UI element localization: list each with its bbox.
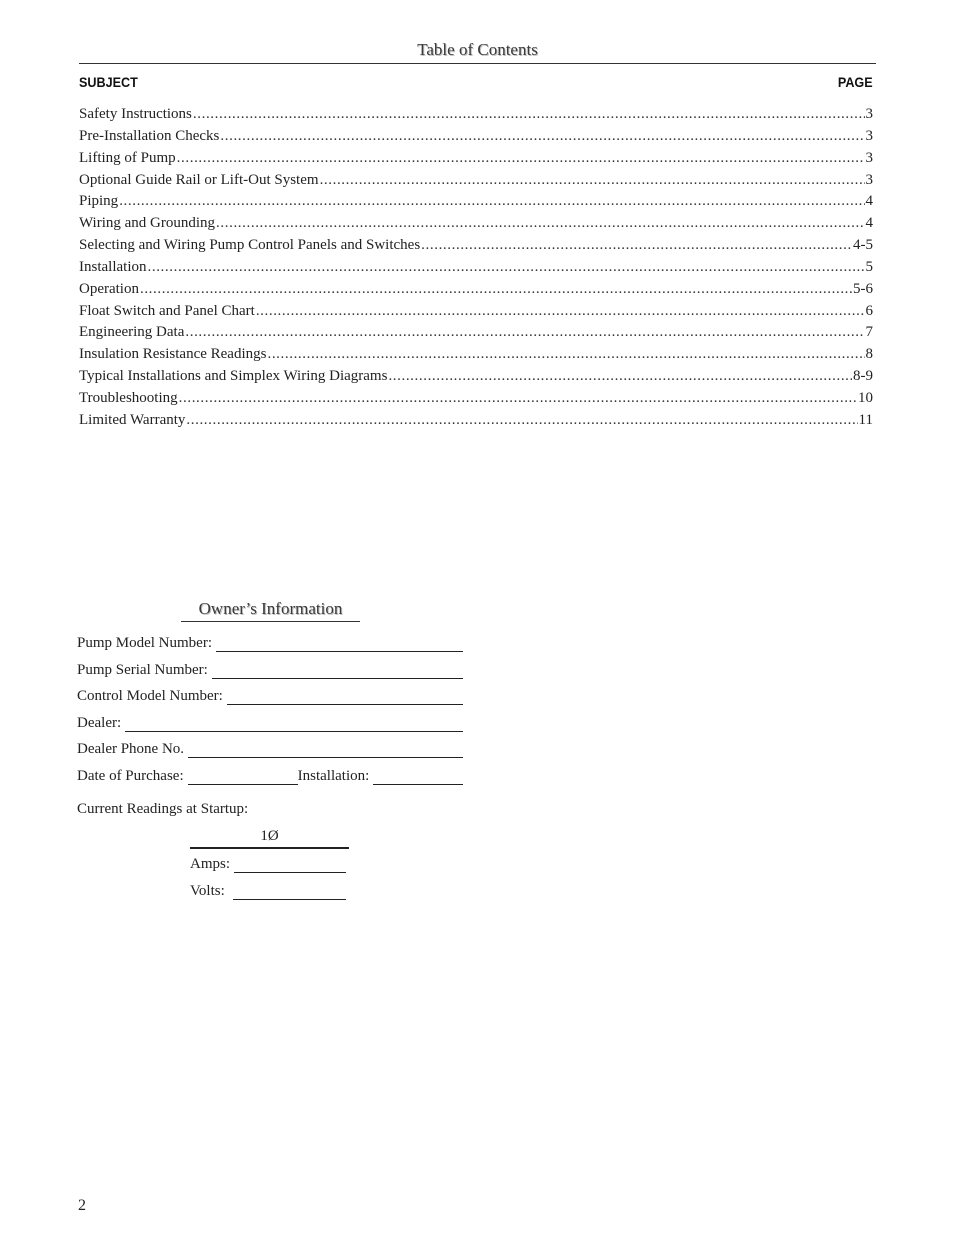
toc-entry-page: 6 [865,302,873,319]
single-phase-header: 1Ø [190,828,349,849]
control-model-label: Control Model Number: [77,688,223,704]
toc-entry[interactable] [79,257,873,279]
toc-entry-page: 8 [865,346,873,363]
toc-entry-page: 5 [865,258,873,275]
toc-entry-label: Float Switch and Panel Chart [79,302,255,319]
toc-entry-label: Selecting and Wiring Pump Control Panels and Switches [79,237,421,254]
volts-field[interactable] [190,878,346,900]
toc-entry-page: 3 [865,106,873,122]
toc-entry-page: 3 [865,171,873,188]
toc-title-rule [79,63,876,64]
toc-entry-page: 10 [858,389,873,406]
toc-entry-leader [193,104,865,126]
toc-entry[interactable] [79,322,873,344]
toc-entry-label: Typical Installations and Simplex Wiring Diagrams [79,368,388,385]
pump-model-label: Pump Model Number: [77,635,212,651]
toc-entry-leader [185,322,864,344]
dealer-phone-line[interactable] [188,744,463,758]
toc-entry[interactable] [79,213,873,235]
toc-entry-leader [388,366,852,388]
toc-entry-leader [267,344,864,366]
owner-info-title-rule [181,621,360,622]
toc-entry-label: Installation [79,258,147,275]
date-of-purchase-line[interactable] [188,771,298,785]
toc-entry[interactable] [79,410,873,432]
toc-entry-label: Troubleshooting [79,389,178,406]
toc-entry-label: Insulation Resistance Readings [79,346,267,363]
toc-entry-label: Lifting of Pump [79,149,176,166]
toc-entry-label: Engineering Data [79,324,185,341]
dealer-field[interactable] [77,710,463,732]
pump-serial-field[interactable] [77,657,463,679]
toc-entry-leader [216,213,864,235]
installation-line[interactable] [373,771,463,785]
toc-entry-leader [320,170,865,192]
toc-entry-leader [177,148,865,170]
toc-entry-page: 7 [865,324,873,341]
toc-entry[interactable] [79,301,873,323]
toc-entry-label: Operation [79,280,139,297]
volts-line[interactable] [233,886,346,900]
toc-entry[interactable] [79,279,873,301]
pump-model-field[interactable] [77,630,463,652]
toc-title: Table of Contents [417,40,538,59]
toc-entry-page: 3 [865,149,873,166]
toc-entry[interactable] [79,344,873,366]
toc-list [79,104,873,432]
toc-entry-label: Safety Instructions [79,106,192,122]
owner-info-title: Owner’s Information [198,599,343,618]
date-of-purchase-label: Date of Purchase: [77,768,184,784]
control-model-line[interactable] [227,691,463,705]
dealer-line[interactable] [125,718,463,732]
toc-entry-leader [119,191,864,213]
current-readings-label: Current Readings at Startup: [77,801,249,817]
toc-entry[interactable] [79,170,873,192]
toc-entry-page: 4-5 [853,237,873,254]
installation-label: Installation: [297,768,370,784]
toc-entry-label: Wiring and Grounding [79,215,216,232]
toc-entry-leader [140,279,852,301]
toc-entry-label: Optional Guide Rail or Lift-Out System [79,171,319,188]
toc-entry-page: 4 [865,215,873,232]
control-model-field[interactable] [77,683,463,705]
amps-label: Amps: [190,856,231,872]
toc-entry-page: 4 [865,193,873,210]
toc-entry-label: Limited Warranty [79,411,186,428]
pump-model-line[interactable] [216,638,463,652]
amps-line[interactable] [234,859,346,873]
toc-entry[interactable] [79,191,873,213]
toc-entry[interactable] [79,148,873,170]
purchase-installation-field[interactable] [77,763,463,785]
dealer-label: Dealer: [77,715,122,731]
toc-entry[interactable] [79,126,873,148]
toc-entry-leader [220,126,864,148]
toc-entry-leader [421,235,852,257]
volts-label: Volts: [190,883,225,899]
subject-column-header: SUBJECT [79,74,138,90]
toc-entry-label: Piping [79,193,119,210]
toc-entry-page: 8-9 [853,368,873,385]
toc-entry-leader [256,301,865,323]
dealer-phone-label: Dealer Phone No. [77,741,185,757]
toc-entry-leader [148,257,865,279]
toc-entry-leader [179,388,857,410]
toc-entry[interactable] [79,104,873,126]
toc-entry[interactable] [79,366,873,388]
toc-entry[interactable] [79,388,873,410]
page-number: 2 [78,1197,86,1214]
toc-entry-page: 5-6 [853,280,873,297]
toc-entry-label: Pre-Installation Checks [79,127,220,144]
toc-entry[interactable] [79,235,873,257]
page-column-header: PAGE [838,74,873,90]
pump-serial-label: Pump Serial Number: [77,662,208,678]
amps-field[interactable] [190,851,346,873]
dealer-phone-field[interactable] [77,736,463,758]
pump-serial-line[interactable] [212,665,463,679]
toc-entry-leader [186,410,857,432]
toc-entry-page: 3 [865,127,873,144]
toc-entry-page: 11 [858,411,873,428]
